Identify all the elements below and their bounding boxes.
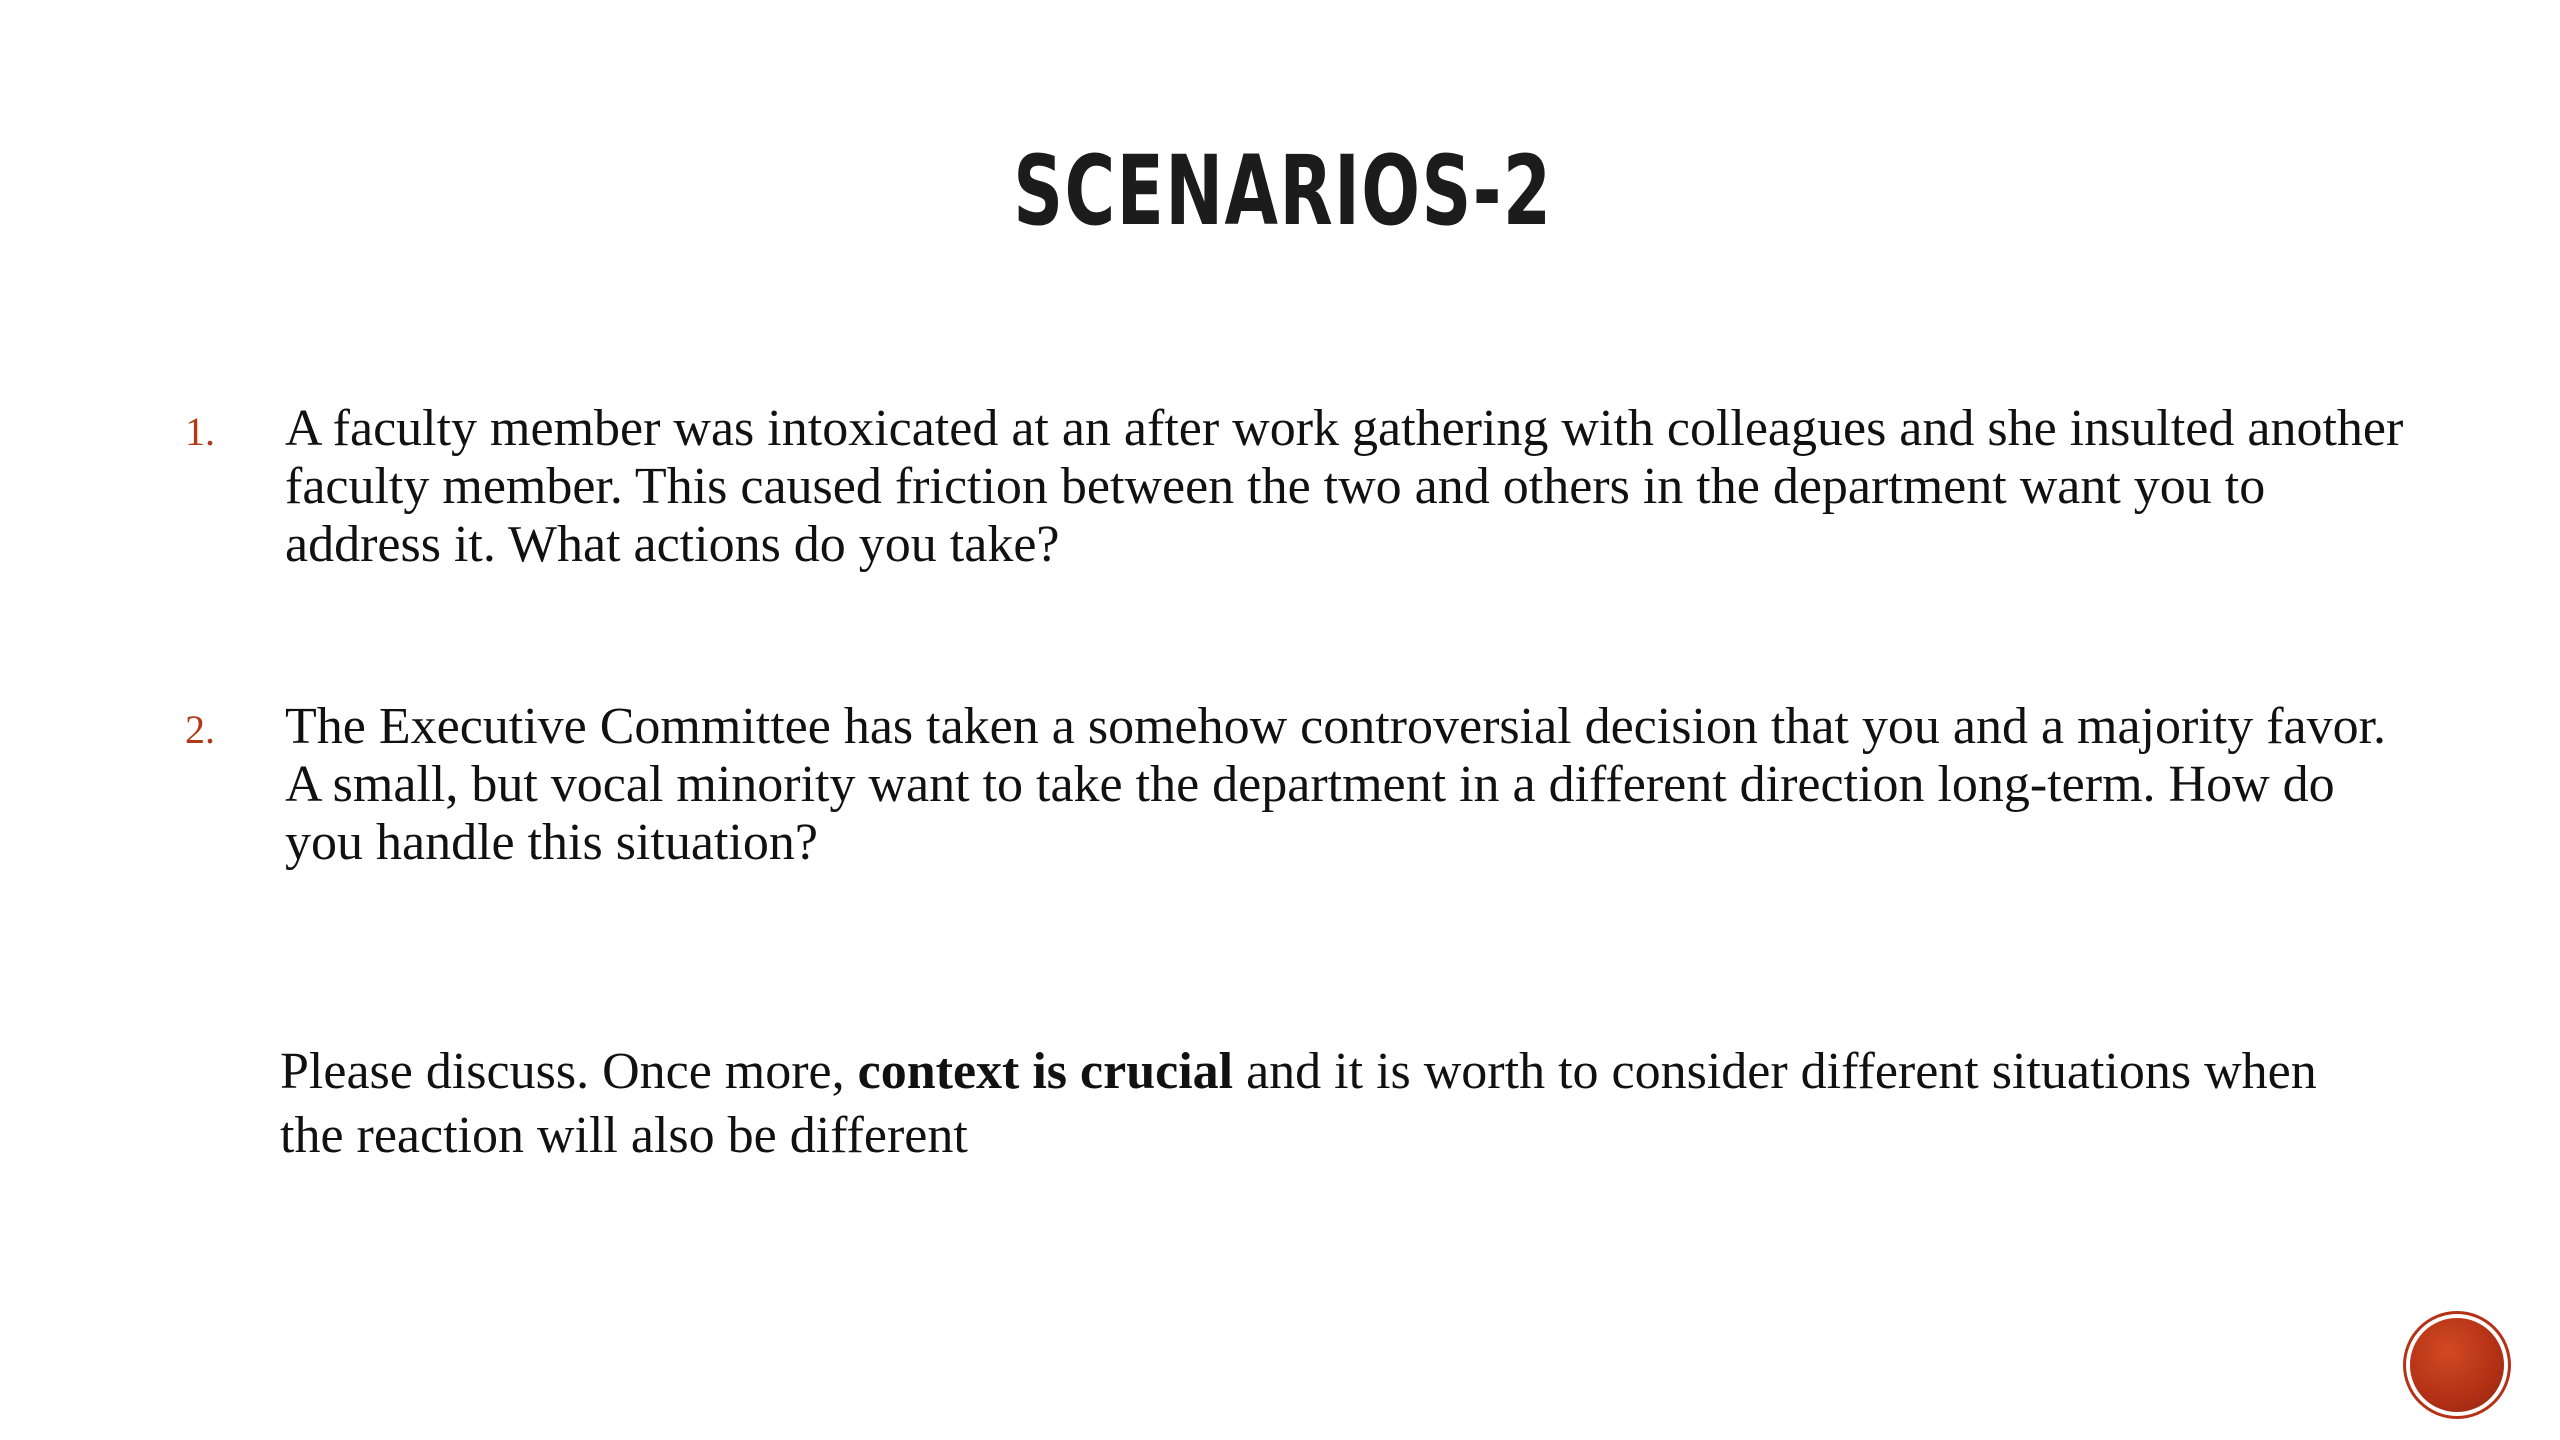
discussion-emphasis: context is crucial (857, 1043, 1234, 1100)
discussion-intro: Please discuss. Once more, (280, 1043, 858, 1100)
discussion-prompt (280, 1040, 2380, 1168)
scenario-number: 2. (185, 707, 215, 752)
scenario-number: 1. (185, 409, 215, 454)
slide-title: SCENARIOS-2 (1013, 135, 1553, 247)
scenario-text: A faculty member was intoxicated at an after work gathering with colleagues and she insulted another faculty member. This caused friction between the two and others in the department want you to address it. What actions do you take? (285, 400, 2404, 573)
discussion-rest: and it is worth to consider different situations when the reaction will also be different (280, 1043, 2317, 1164)
slide-corner-badge-icon (2410, 1318, 2504, 1412)
scenario-text: The Executive Committee has taken a somehow controversial decision that you and a majority favor. A small, but vocal minority want to take the department in a different direction long-term. How do you handle this situation? (285, 698, 2387, 871)
